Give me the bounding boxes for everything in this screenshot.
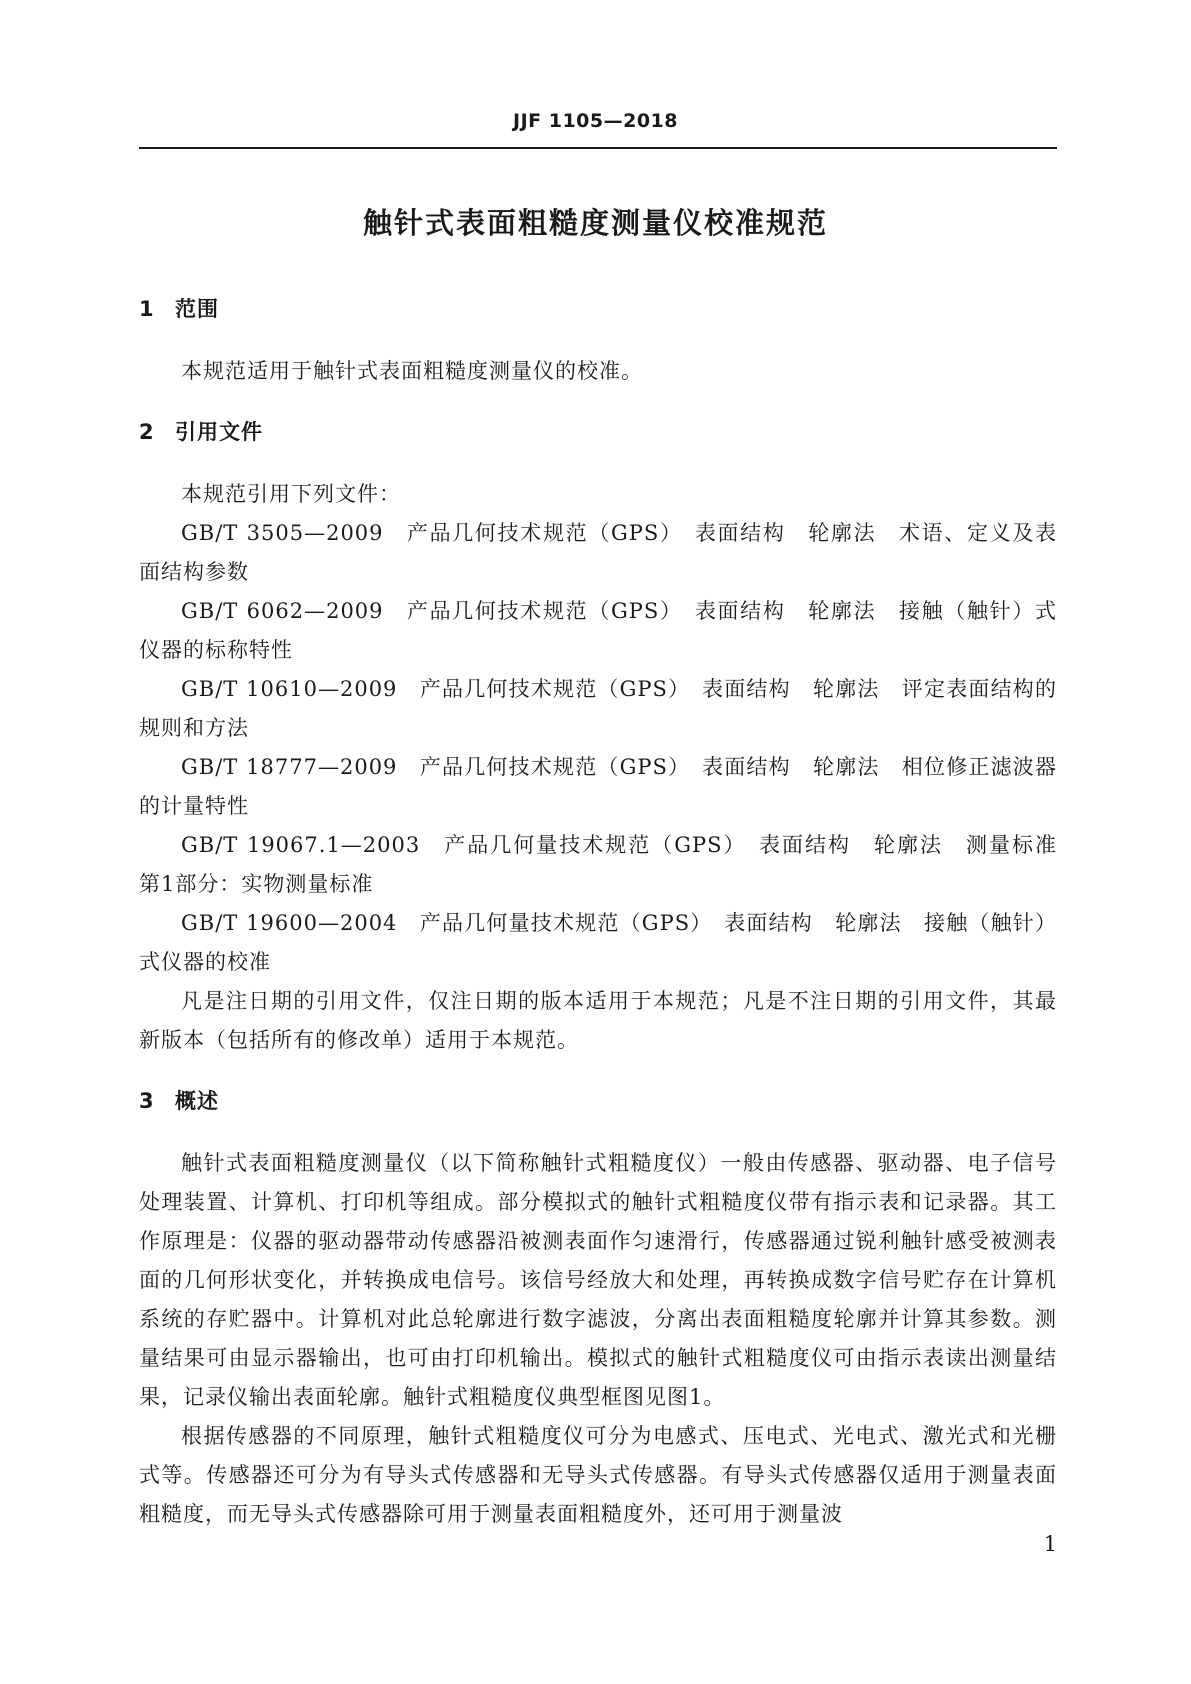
section-title: 范围 (175, 297, 219, 321)
paragraph: 触针式表面粗糙度测量仪（以下简称触针式粗糙度仪）一般由传感器、驱动器、电子信号处理装置、计算机、打印机等组成。部分模拟式的触针式粗糙度仪带有指示表和记录器。其工作原理是：仪器的驱动器带动传感器沿被测表面作匀速滑行，传感器通过锐利触针感受被测表面的几何形状变化，并转换成电信号。该信号经放大和处理，再转换成数字信号贮存在计算机系统的存贮器中。计算机对此总轮廓进行数字滤波，分离出表面粗糙度轮廓并计算其参数。测量结果可由显示器输出，也可由打印机输出。模拟式的触针式粗糙度仪可由指示表读出测量结果，记录仪输出表面轮廓。触针式粗糙度仪典型框图见图1。 (139, 1151, 1057, 1409)
running-header: JJF 1105—2018 (513, 110, 678, 132)
header-rule (139, 147, 1057, 149)
section-number: 3 (139, 1089, 155, 1113)
paragraph: 根据传感器的不同原理，触针式粗糙度仪可分为电感式、压电式、光电式、激光式和光栅式等。传感器还可分为有导头式传感器和无导头式传感器。有导头式传感器仅适用于测量表面粗糙度，而无导头式传感器除可用于测量表面粗糙度外，还可用于测量波 (139, 1424, 1057, 1526)
reference-item: GB/T 19067.1—2003 产品几何量技术规范（GPS） 表面结构 轮廓法 测量标准 第1部分：实物测量标准 (139, 833, 1079, 896)
reference-item: GB/T 6062—2009 产品几何技术规范（GPS） 表面结构 轮廓法 接触（触针）式仪器的标称特性 (139, 599, 1057, 662)
section-number: 2 (139, 420, 155, 444)
paragraph: 本规范适用于触针式表面粗糙度测量仪的校准。 (181, 359, 643, 383)
section-title: 概述 (175, 1089, 219, 1113)
reference-item: GB/T 10610—2009 产品几何技术规范（GPS） 表面结构 轮廓法 评定表面结构的规则和方法 (139, 677, 1057, 740)
section-heading-overview (139, 1082, 1057, 1120)
paragraph: 凡是注日期的引用文件，仅注日期的版本适用于本规范；凡是不注日期的引用文件，其最新版本（包括所有的修改单）适用于本规范。 (139, 989, 1057, 1052)
reference-item: GB/T 19600—2004 产品几何量技术规范（GPS） 表面结构 轮廓法 接触（触针）式仪器的校准 (139, 911, 1057, 974)
document-body (139, 290, 1079, 1534)
section-number: 1 (139, 297, 155, 321)
page-number: 1 (1043, 1532, 1057, 1556)
reference-item: GB/T 3505—2009 产品几何技术规范（GPS） 表面结构 轮廓法 术语、定义及表面结构参数 (139, 521, 1057, 584)
section-heading-scope (139, 290, 1057, 328)
section-title: 引用文件 (175, 420, 263, 444)
reference-item: GB/T 18777—2009 产品几何技术规范（GPS） 表面结构 轮廓法 相位修正滤波器的计量特性 (139, 755, 1057, 818)
section-heading-references (139, 413, 1057, 451)
document-title: 触针式表面粗糙度测量仪校准规范 (362, 206, 828, 240)
paragraph: 本规范引用下列文件： (181, 482, 401, 506)
